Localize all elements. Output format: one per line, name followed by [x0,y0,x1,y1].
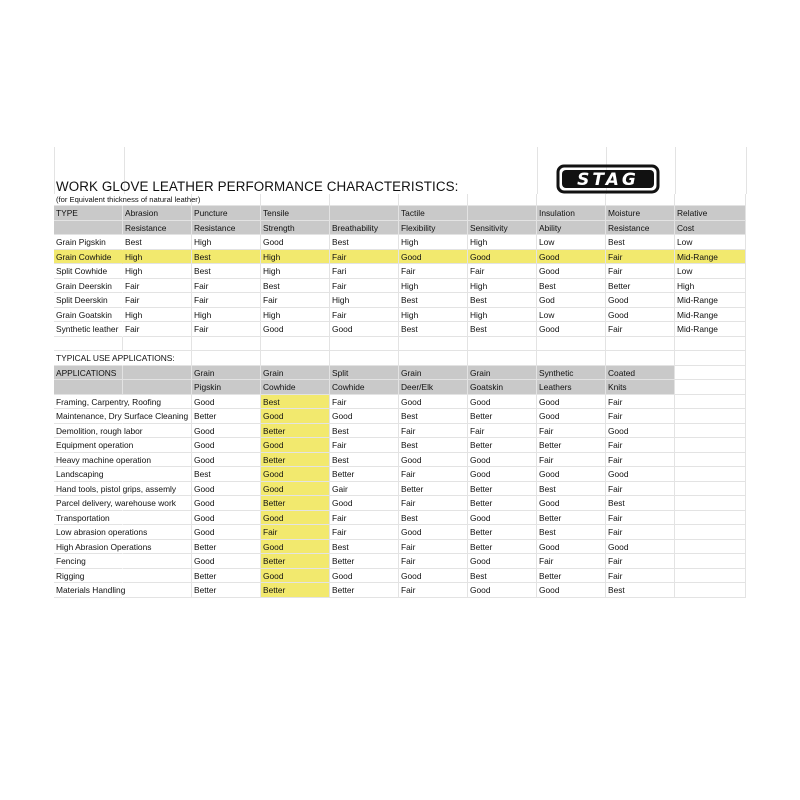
header-row [54,206,746,221]
table-cell: Fair [606,453,675,468]
table-cell: Fair [537,453,606,468]
table-cell: Fair [606,409,675,424]
blank-cell [123,467,192,482]
table-cell: High [261,264,330,279]
table-cell: Better [399,482,468,497]
table-cell: Mid-Range [675,308,746,323]
table-cell: Good [468,453,537,468]
table-cell: Fair [606,554,675,569]
row-label: Grain Pigskin [54,235,123,250]
table-cell: Fair [330,279,399,294]
table-row [54,554,746,569]
table-cell: Low [537,235,606,250]
header-cell: Relative [675,206,746,221]
table-cell: Best [399,293,468,308]
row-label: Framing, Carpentry, Roofing [54,395,123,410]
table-cell: Good [261,540,330,555]
table-cell: Good [606,308,675,323]
row-label: Low abrasion operations [54,525,123,540]
row-label: Split Cowhide [54,264,123,279]
table-cell: Good [261,235,330,250]
row-label: Transportation [54,511,123,526]
row-label: Maintenance, Dry Surface Cleaning [54,409,123,424]
table-row [54,540,746,555]
table-cell: Good [468,583,537,598]
table-cell: Better [330,554,399,569]
table-cell: Fair [399,467,468,482]
table-cell: Fair [192,279,261,294]
table-cell: Good [192,525,261,540]
table-cell: Fair [468,264,537,279]
table-row [54,308,746,323]
table-row [54,279,746,294]
performance-table [54,206,746,337]
table-cell: Fair [261,293,330,308]
blank-cell [123,438,192,453]
blank-cell [675,569,746,584]
header-cell: Synthetic [537,366,606,381]
table-cell: Good [261,467,330,482]
table-cell: Mid-Range [675,322,746,337]
subtitle: (for Equivalent thickness of natural leather) [56,195,201,204]
table-cell: Fair [399,540,468,555]
header-cell: Leathers [537,380,606,395]
table-cell: Good [537,409,606,424]
table-cell: Good [192,424,261,439]
table-cell: Better [537,438,606,453]
table-cell: Best [192,467,261,482]
table-cell: Fair [606,482,675,497]
table-cell: Best [330,453,399,468]
header-row [54,366,746,381]
table-cell: Fair [123,322,192,337]
table-row [54,264,746,279]
table-cell: Best [606,583,675,598]
table-cell: Fair [606,438,675,453]
table-cell: Better [468,525,537,540]
logo-text: STAG [577,170,639,190]
row-label: High Abrasion Operations [54,540,123,555]
table-row [54,467,746,482]
table-cell: High [123,308,192,323]
row-label: Equipment operation [54,438,123,453]
table-row [54,583,746,598]
header-cell: Insulation [537,206,606,221]
table-cell: Good [192,554,261,569]
sheet-title: WORK GLOVE LEATHER PERFORMANCE CHARACTERISTICS: [56,179,459,194]
table-row [54,496,746,511]
table-cell: Fair [606,569,675,584]
blank-cell [675,496,746,511]
table-cell: Best [261,395,330,410]
table-cell: Fair [399,554,468,569]
header-cell: Cowhide [330,380,399,395]
subtitle-row [54,194,746,206]
table-cell: Good [192,496,261,511]
row-label: Demolition, rough labor [54,424,123,439]
table-cell: Best [537,525,606,540]
row-label: Grain Cowhide [54,250,123,265]
table-cell: Good [606,424,675,439]
table-cell: Best [330,235,399,250]
table-cell: Better [261,583,330,598]
header-cell [123,380,192,395]
table-cell: Better [537,511,606,526]
table-cell: Better [468,540,537,555]
table-cell: Best [399,409,468,424]
table-cell: Fair [399,264,468,279]
blank-cell [675,511,746,526]
table-cell: Fair [399,583,468,598]
table-row [54,395,746,410]
header-cell: Tensile [261,206,330,221]
table-cell: High [123,250,192,265]
blank-cell [675,380,746,395]
table-cell: Fari [330,264,399,279]
row-label: Grain Deerskin [54,279,123,294]
header-cell: Coated [606,366,675,381]
table-cell: Fair [261,525,330,540]
header-cell: Grain [468,366,537,381]
table-cell: Good [399,525,468,540]
table-cell: Fair [606,264,675,279]
table-cell: High [399,279,468,294]
header-cell: Puncture [192,206,261,221]
table-cell: Low [675,264,746,279]
table-cell: Best [330,540,399,555]
header-cell: Cost [675,221,746,236]
table-cell: Best [537,279,606,294]
table-cell: High [192,308,261,323]
table-cell: Better [468,409,537,424]
header-cell: Pigskin [192,380,261,395]
table-cell: High [468,308,537,323]
table-cell: Good [537,250,606,265]
header-cell: Goatskin [468,380,537,395]
table-row [54,511,746,526]
table-cell: Fair [399,424,468,439]
table-cell: God [537,293,606,308]
title-area [54,147,746,194]
blank-cell [675,366,746,381]
table-cell: High [399,235,468,250]
table-cell: High [261,308,330,323]
table-cell: High [261,250,330,265]
table-cell: Good [606,540,675,555]
row-label: Heavy machine operation [54,453,123,468]
table-cell: Fair [468,424,537,439]
table-cell: Better [261,496,330,511]
table-cell: Better [537,569,606,584]
table-cell: Fair [606,322,675,337]
table-cell: Best [468,293,537,308]
table-cell: Better [468,438,537,453]
table-cell: Good [537,467,606,482]
table-row [54,424,746,439]
spreadsheet [54,147,746,598]
header-cell: TYPE [54,206,123,221]
header-cell [468,206,537,221]
table-cell: Better [330,467,399,482]
table-cell: Better [192,569,261,584]
blank-cell [675,583,746,598]
header-cell: Strength [261,221,330,236]
table-cell: Best [468,322,537,337]
table-cell: Best [330,424,399,439]
table-cell: Best [468,569,537,584]
blank-cell [675,409,746,424]
stag-logo [556,164,660,194]
table-cell: Low [675,235,746,250]
table-cell: Better [261,453,330,468]
table-cell: Good [468,511,537,526]
header-cell: Flexibility [399,221,468,236]
table-cell: High [192,235,261,250]
table-cell: Best [399,511,468,526]
row-label: Grain Goatskin [54,308,123,323]
blank-cell [675,482,746,497]
header-cell: Deer/Elk [399,380,468,395]
header-cell: APPLICATIONS [54,366,123,381]
header-cell [123,366,192,381]
header-row [54,380,746,395]
blank-cell [123,511,192,526]
header-cell: Knits [606,380,675,395]
header-cell: Grain [261,366,330,381]
table-cell: Good [399,453,468,468]
table-cell: Good [399,250,468,265]
table-cell: Good [468,395,537,410]
table-cell: Best [399,438,468,453]
table-row [54,293,746,308]
row-label: Rigging [54,569,123,584]
table-cell: Good [606,467,675,482]
header-row [54,221,746,236]
applications-section-label: TYPICAL USE APPLICATIONS: [54,351,123,366]
table-cell: Good [192,482,261,497]
table-cell: Good [261,482,330,497]
table-cell: Fair [606,250,675,265]
table-cell: Fair [330,250,399,265]
blank-cell [675,395,746,410]
table-cell: Fair [606,511,675,526]
table-cell: Good [537,496,606,511]
blank-cell [123,554,192,569]
table-row [54,453,746,468]
table-cell: Fair [330,438,399,453]
table-cell: Better [606,279,675,294]
blank-cell [675,467,746,482]
header-cell: Grain [399,366,468,381]
table-cell: High [468,235,537,250]
table-cell: Fair [330,525,399,540]
table-cell: Good [330,409,399,424]
table-cell: Good [330,496,399,511]
table-cell: Good [192,395,261,410]
table-cell: Better [192,583,261,598]
row-label: Hand tools, pistol grips, assemly [54,482,123,497]
header-cell: Breathability [330,221,399,236]
table-cell: High [399,308,468,323]
table-cell: High [123,264,192,279]
blank-cell [675,525,746,540]
table-cell: Good [537,322,606,337]
table-row [54,482,746,497]
table-cell: Better [261,424,330,439]
row-label: Parcel delivery, warehouse work [54,496,123,511]
table-cell: Better [261,554,330,569]
header-cell: Ability [537,221,606,236]
table-cell: Good [192,511,261,526]
table-cell: Mid-Range [675,293,746,308]
table-cell: Good [192,438,261,453]
table-cell: Best [537,482,606,497]
table-row [54,235,746,250]
table-cell: Fair [537,554,606,569]
table-cell: Fair [537,424,606,439]
table-cell: Mid-Range [675,250,746,265]
table-cell: Fair [606,525,675,540]
header-cell: Tactile [399,206,468,221]
blank-cell [123,569,192,584]
table-cell: Fair [399,496,468,511]
table-cell: Gair [330,482,399,497]
row-label: Materials Handling [54,583,123,598]
table-cell: Fair [123,279,192,294]
table-cell: Good [330,322,399,337]
table-cell: Low [537,308,606,323]
table-row [54,525,746,540]
table-cell: Good [261,511,330,526]
table-cell: Better [468,482,537,497]
table-cell: Fair [330,511,399,526]
table-cell: Good [261,322,330,337]
table-cell: Fair [330,395,399,410]
blank-cell [675,540,746,555]
table-cell: Fair [330,308,399,323]
row-label: Synthetic leather [54,322,123,337]
applications-table [54,366,746,598]
row-label: Fencing [54,554,123,569]
header-cell: Abrasion [123,206,192,221]
row-label: Landscaping [54,467,123,482]
table-row [54,409,746,424]
table-cell: Fair [606,395,675,410]
table-row [54,438,746,453]
table-cell: Best [261,279,330,294]
table-cell: Best [399,322,468,337]
table-cell: Better [330,583,399,598]
header-cell: Cowhide [261,380,330,395]
table-cell: Good [261,569,330,584]
table-cell: Good [330,569,399,584]
table-cell: Good [261,409,330,424]
table-cell: Good [606,293,675,308]
table-cell: Better [192,540,261,555]
table-cell: Good [399,395,468,410]
table-row [54,250,746,265]
header-cell: Grain [192,366,261,381]
header-cell: Split [330,366,399,381]
table-row [54,569,746,584]
table-cell: Good [261,438,330,453]
header-cell: Resistance [123,221,192,236]
table-cell: Better [192,409,261,424]
table-cell: Fair [123,293,192,308]
blank-cell [675,554,746,569]
table-cell: Good [537,540,606,555]
table-cell: Good [468,467,537,482]
table-cell: Best [123,235,192,250]
table-cell: High [675,279,746,294]
table-cell: Best [192,264,261,279]
blank-cell [675,438,746,453]
header-cell: Moisture [606,206,675,221]
table-cell: Good [468,250,537,265]
blank-cell [675,424,746,439]
table-cell: Fair [192,322,261,337]
table-cell: Good [537,264,606,279]
table-cell: High [330,293,399,308]
table-cell: Good [399,569,468,584]
table-cell: Good [468,554,537,569]
blank-cell [123,583,192,598]
table-cell: Good [537,395,606,410]
table-cell: Best [606,235,675,250]
table-cell: Good [192,453,261,468]
row-label: Split Deerskin [54,293,123,308]
table-cell: Best [606,496,675,511]
table-cell: Good [537,583,606,598]
table-cell: Best [192,250,261,265]
table-cell: Better [468,496,537,511]
spacer-row [54,337,746,352]
header-cell [330,206,399,221]
blank-cell [675,453,746,468]
table-cell: Fair [192,293,261,308]
table-cell: High [468,279,537,294]
header-cell: Resistance [606,221,675,236]
header-cell: Resistance [192,221,261,236]
applications-section-row [54,351,746,366]
header-cell: Sensitivity [468,221,537,236]
header-cell [54,380,123,395]
table-row [54,322,746,337]
header-cell [54,221,123,236]
